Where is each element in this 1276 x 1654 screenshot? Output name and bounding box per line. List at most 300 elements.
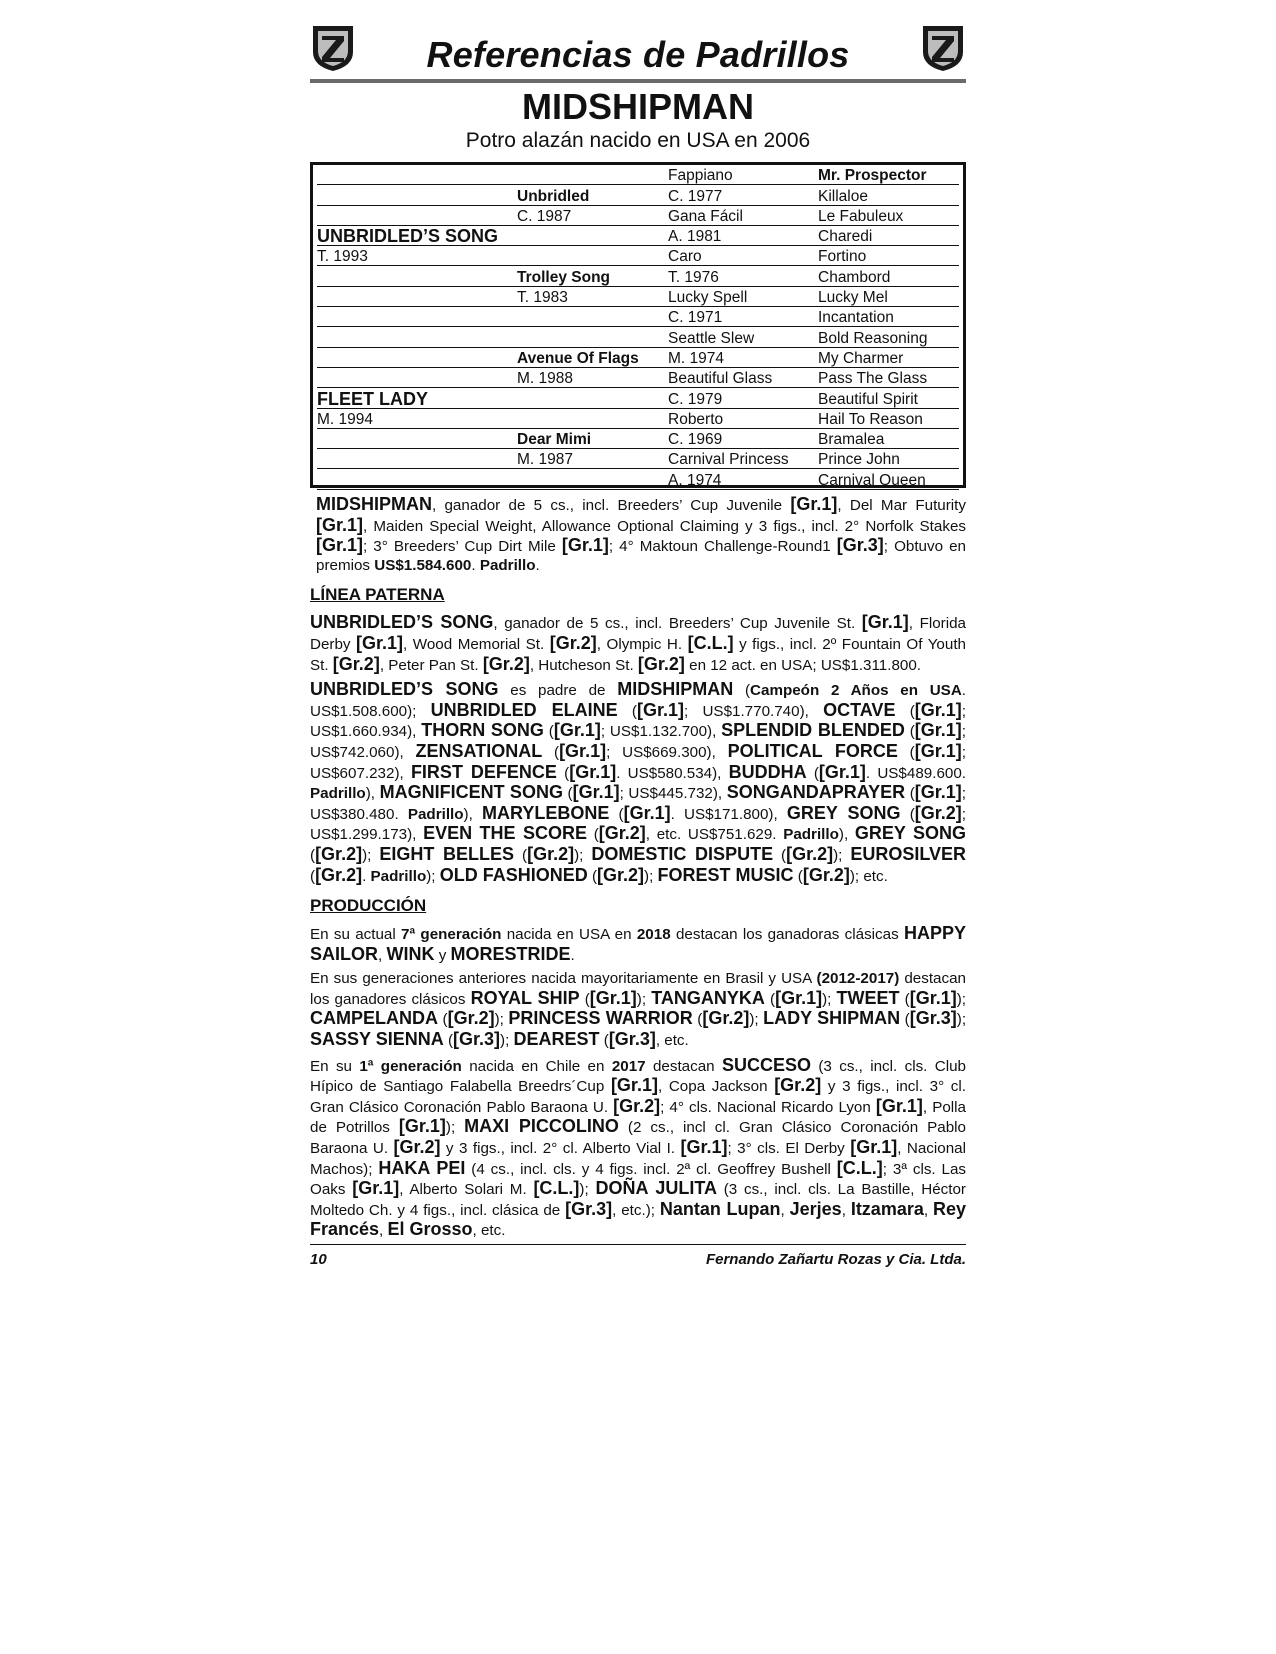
highlight-text: [Gr.2] xyxy=(637,653,685,674)
body-text: ; US$669.300), xyxy=(606,743,728,761)
body-text: . US$580.534), xyxy=(616,764,729,782)
highlight-text: [Gr.1] xyxy=(680,1137,728,1158)
grade: [Gr.1] xyxy=(790,494,838,514)
body-text: ); xyxy=(579,1181,596,1199)
pedigree-cell xyxy=(317,347,517,367)
highlight-text: TWEET xyxy=(836,987,900,1008)
pedigree-row xyxy=(317,165,959,185)
pedigree-cell: C. 1977 xyxy=(668,185,818,205)
highlight-text: [C.L.] xyxy=(687,632,734,653)
body-text: ( xyxy=(556,764,570,782)
body-text: ); xyxy=(500,1032,514,1050)
highlight-text: SASSY SIENNA xyxy=(310,1029,444,1050)
highlight-text: Rey Francés xyxy=(310,1198,966,1240)
pedigree-row xyxy=(317,286,959,306)
pedigree-row xyxy=(317,408,959,428)
highlight-text: UNBRIDLED’S SONG xyxy=(310,679,499,700)
highlight-text: UNBRIDLED ELAINE xyxy=(430,699,618,720)
highlight-text: Itzamara xyxy=(850,1198,924,1219)
body-text: nacida en USA en xyxy=(501,926,637,944)
body-text: destacan los ganadoras clásicas xyxy=(670,926,904,944)
highlight-text: ZENSATIONAL xyxy=(415,740,543,761)
highlight-text: [Gr.1] xyxy=(636,699,684,720)
body-text: ); xyxy=(956,1011,967,1029)
highlight-text: [Gr.1] xyxy=(914,720,962,741)
body-text: ( xyxy=(310,846,316,864)
body-text: ); xyxy=(362,846,380,864)
body-text: , Peter Pan St. xyxy=(379,656,483,674)
pedigree-cell: Hail To Reason xyxy=(818,408,959,428)
highlight-text: El Grosso xyxy=(387,1219,473,1240)
body-text: ( xyxy=(793,867,803,885)
section-heading-linea: LÍNEA PATERNA xyxy=(310,585,445,605)
pedigree-cell: Charedi xyxy=(818,225,959,245)
pedigree-row xyxy=(317,469,959,489)
body-text: ( xyxy=(733,682,751,700)
highlight-text: [Gr.3] xyxy=(453,1029,501,1050)
summary-text: , Maiden Special Weight, Allowance Optional Claiming y 3 figs., incl. 2° Norfolk Stakes xyxy=(363,517,966,535)
highlight-text: [Gr.1] xyxy=(861,612,909,633)
body-text: ( xyxy=(587,826,599,844)
pedigree-cell: Killaloe xyxy=(818,185,959,205)
highlight-text: [C.L.] xyxy=(533,1178,580,1199)
pedigree-cell xyxy=(317,185,517,205)
page-footer xyxy=(310,1244,966,1268)
pedigree-cell: Unbridled xyxy=(517,185,668,205)
highlight-text: [Gr.3] xyxy=(608,1029,656,1050)
earnings: US$1.584.600 xyxy=(374,556,472,574)
body-text: , Hutcheson St. xyxy=(529,656,638,674)
pedigree-row xyxy=(317,367,959,387)
grade: [Gr.1] xyxy=(316,535,364,556)
pedigree-cell: Carnival Queen xyxy=(818,469,959,489)
pedigree-cell: C. 1969 xyxy=(668,428,818,448)
pedigree-cell xyxy=(317,307,517,327)
highlight-text: MORESTRIDE xyxy=(450,943,571,964)
body-text: ( xyxy=(438,1011,448,1029)
body-text: ( xyxy=(617,702,637,720)
pedigree-cell: Lucky Mel xyxy=(818,286,959,306)
pedigree-cell: A. 1981 xyxy=(668,225,818,245)
produccion-paragraph-3 xyxy=(310,1056,966,1241)
body-text: , ganador de 5 cs., incl. Breeders’ Cup Juvenile St. xyxy=(493,615,862,633)
body-text: . xyxy=(570,946,575,964)
highlight-text: [Gr.1] xyxy=(572,782,620,803)
horse-name: MIDSHIPMAN xyxy=(522,86,754,127)
body-text: (4 cs., incl. cls. y 4 figs. incl. 2ª cl. Geoffrey Bushell xyxy=(465,1160,837,1178)
highlight-text: SONGANDAPRAYER xyxy=(726,782,906,803)
highlight-text: PRINCESS WARRIOR xyxy=(508,1008,693,1029)
highlight-text: [Gr.2] xyxy=(447,1008,495,1029)
body-text: , xyxy=(378,946,387,964)
body-text: ; US$742.060), xyxy=(310,723,966,761)
pedigree-row xyxy=(317,205,959,225)
page-header xyxy=(310,22,966,84)
body-text: ( xyxy=(904,723,915,741)
pedigree-cell: Incantation xyxy=(818,307,959,327)
highlight-text: CAMPELANDA xyxy=(310,1008,438,1029)
highlight-text: SPLENDID BLENDED xyxy=(721,720,905,741)
grade: [Gr.3] xyxy=(836,535,884,556)
summary-paragraph xyxy=(310,495,966,575)
body-text: ( xyxy=(806,764,819,782)
pedigree-cell: A. 1974 xyxy=(668,469,818,489)
highlight-text: Nantan Lupan xyxy=(659,1198,781,1219)
highlight-text: UNBRIDLED’S SONG xyxy=(310,612,494,633)
pedigree-cell: C. 1971 xyxy=(668,307,818,327)
body-text: ( xyxy=(310,867,316,885)
body-text: , Copa Jackson xyxy=(657,1078,775,1096)
pedigree-cell: Bramalea xyxy=(818,428,959,448)
body-text: nacida en Chile en xyxy=(461,1057,612,1075)
body-text: , Wood Memorial St. xyxy=(403,635,550,653)
body-text: ( xyxy=(692,1011,703,1029)
body-text: ; 4° cls. Nacional Ricardo Lyon xyxy=(660,1098,876,1116)
pedigree-cell xyxy=(317,367,517,387)
highlight-text: FIRST DEFENCE xyxy=(410,761,557,782)
summary-text: , Del Mar Futurity xyxy=(837,497,966,514)
highlight-text: [Gr.2] xyxy=(315,864,363,885)
body-text: y xyxy=(434,946,451,964)
pedigree-cell: Prince John xyxy=(818,449,959,469)
pedigree-row xyxy=(317,388,959,408)
pedigree-cell: M. 1974 xyxy=(668,347,818,367)
body-text: , Nacional Machos); xyxy=(310,1140,966,1178)
pedigree-cell xyxy=(317,266,517,286)
body-text: ( xyxy=(543,723,554,741)
summary-text: ; 4° Maktoun Challenge-Round1 xyxy=(608,538,837,556)
body-text: ( xyxy=(900,1011,910,1029)
highlight-text: DOÑA JULITA xyxy=(595,1178,717,1199)
highlight-text: [Gr.2] xyxy=(613,1095,661,1116)
company-name: Fernando Zañartu Rozas y Cia. Ltda. xyxy=(705,1251,966,1268)
highlight-text: [Gr.2] xyxy=(597,864,645,885)
body-text: ( xyxy=(900,805,915,823)
highlight-text: THORN SONG xyxy=(421,720,544,741)
highlight-text: [Gr.2] xyxy=(393,1137,441,1158)
highlight-text: GREY SONG xyxy=(854,823,967,844)
body-text: ; US$1.299.173), xyxy=(310,805,967,844)
body-text: . US$1.508.600); xyxy=(310,682,967,720)
body-text: ), xyxy=(463,805,482,823)
body-text: ; US$607.232), xyxy=(310,743,966,782)
pedigree-cell: Le Fabuleux xyxy=(818,205,959,225)
highlight-text: [Gr.2] xyxy=(774,1075,822,1096)
pedigree-cell xyxy=(317,428,517,448)
highlight-text: MAGNIFICENT SONG xyxy=(379,782,563,803)
pedigree-row xyxy=(317,225,959,245)
highlight-text: [Gr.2] xyxy=(786,843,834,864)
linea-paragraph-1 xyxy=(310,613,966,675)
highlight-text: EIGHT BELLES xyxy=(379,843,515,864)
pedigree-cell xyxy=(317,469,517,489)
body-text: ( xyxy=(443,1032,453,1050)
highlight-text: MIDSHIPMAN xyxy=(617,679,734,700)
pedigree-box xyxy=(310,162,966,488)
pedigree-cell xyxy=(517,165,668,185)
highlight-text: EUROSILVER xyxy=(850,843,967,864)
body-text: ( xyxy=(897,743,915,761)
grade: [Gr.1] xyxy=(316,514,364,535)
highlight-text: [Gr.1] xyxy=(914,782,962,803)
highlight-text: Campeón 2 Años en USA xyxy=(750,682,962,700)
body-text: ; US$1.660.934), xyxy=(310,702,967,741)
highlight-text: Padrillo xyxy=(783,826,839,844)
body-text: , etc. US$751.629. xyxy=(645,826,784,844)
pedigree-cell: C. 1987 xyxy=(517,205,668,225)
highlight-text: OLD FASHIONED xyxy=(439,864,588,885)
pedigree-cell: Avenue Of Flags xyxy=(517,347,668,367)
pedigree-row xyxy=(317,266,959,286)
body-text: ; US$1.132.700), xyxy=(600,723,722,741)
body-text: ( xyxy=(773,846,787,864)
highlight-text: [Gr.1] xyxy=(623,802,671,823)
horse-subtitle: Potro alazán nacido en USA en 2006 xyxy=(465,129,811,152)
body-text: . US$489.600. xyxy=(865,764,966,782)
pedigree-cell: M. 1988 xyxy=(517,367,668,387)
pedigree-cell xyxy=(517,408,668,428)
pedigree-cell: C. 1979 xyxy=(668,388,818,408)
body-text: ); xyxy=(644,867,658,885)
summary-horse: MIDSHIPMAN xyxy=(316,494,432,514)
pedigree-cell: Fortino xyxy=(818,246,959,266)
body-text: ); xyxy=(445,1119,465,1137)
body-text: ( xyxy=(764,990,776,1008)
pedigree-cell xyxy=(517,225,668,245)
summary-text: , ganador de 5 cs., incl. Breeders’ Cup Juvenile xyxy=(432,497,791,514)
header-rule xyxy=(310,79,966,83)
highlight-text: [Gr.1] xyxy=(589,987,637,1008)
body-text: , etc. xyxy=(655,1032,689,1050)
highlight-text: 7ª generación xyxy=(401,926,502,944)
body-text: , xyxy=(780,1201,790,1219)
highlight-text: SUCCESO xyxy=(721,1054,811,1075)
highlight-text: [Gr.1] xyxy=(775,987,823,1008)
pedigree-cell xyxy=(317,165,517,185)
pedigree-cell: Trolley Song xyxy=(517,266,668,286)
highlight-text: [Gr.1] xyxy=(818,761,866,782)
pedigree-cell: Bold Reasoning xyxy=(818,327,959,347)
highlight-text: [Gr.1] xyxy=(356,632,404,653)
pedigree-cell xyxy=(517,307,668,327)
highlight-text: WINK xyxy=(386,943,435,964)
highlight-text: DEAREST xyxy=(513,1029,600,1050)
highlight-text: ROYAL SHIP xyxy=(470,987,580,1008)
body-text: ( xyxy=(599,1032,609,1050)
highlight-text: [C.L.] xyxy=(836,1157,883,1178)
page xyxy=(310,22,966,1241)
highlight-text: [Gr.1] xyxy=(914,699,962,720)
body-text: ); etc. xyxy=(849,867,888,885)
body-text: ( xyxy=(895,702,915,720)
section-heading-produccion: PRODUCCIÓN xyxy=(310,896,427,916)
body-text: ), xyxy=(838,826,855,844)
body-text: es padre de xyxy=(498,682,618,700)
highlight-text: HAKA PEI xyxy=(378,1157,466,1178)
shield-logo-icon xyxy=(920,22,966,72)
highlight-text: [Gr.1] xyxy=(909,987,957,1008)
body-text: ; 3ª cls. Las Oaks xyxy=(310,1160,967,1199)
body-text: ); xyxy=(494,1011,509,1029)
pedigree-cell xyxy=(317,449,517,469)
body-text: (3 cs., incl. cls. Club Hípico de Santiago Falabella Breedrs´Cup xyxy=(310,1057,966,1096)
body-text: , xyxy=(923,1201,933,1219)
pedigree-row xyxy=(317,185,959,205)
pedigree-row xyxy=(317,307,959,327)
body-text: , Olympic H. xyxy=(596,635,688,653)
highlight-text: OCTAVE xyxy=(823,699,896,720)
highlight-text: MAXI PICCOLINO xyxy=(464,1116,619,1137)
highlight-text: [Gr.1] xyxy=(553,720,601,741)
body-text: ( xyxy=(609,805,624,823)
body-text: , etc. xyxy=(472,1222,506,1240)
pedigree-cell: Pass The Glass xyxy=(818,367,959,387)
pedigree-cell: Dear Mimi xyxy=(517,428,668,448)
summary-text: ; 3° Breeders’ Cup Dirt Mile xyxy=(363,538,562,556)
pedigree-row xyxy=(317,246,959,266)
summary-text: ; Obtuvo en premios xyxy=(316,538,966,574)
body-text: . US$171.800), xyxy=(670,805,787,823)
highlight-text: [Gr.1] xyxy=(398,1116,446,1137)
pedigree-row xyxy=(317,449,959,469)
body-text: ); xyxy=(956,990,967,1008)
highlight-text: [Gr.3] xyxy=(909,1008,957,1029)
highlight-text: [Gr.2] xyxy=(549,632,597,653)
highlight-text: LADY SHIPMAN xyxy=(763,1008,901,1029)
highlight-text: TANGANYKA xyxy=(651,987,765,1008)
highlight-text: Jerjes xyxy=(789,1198,842,1219)
highlight-text: Padrillo xyxy=(407,805,464,823)
highlight-text: [Gr.2] xyxy=(482,653,530,674)
pedigree-cell: Caro xyxy=(668,246,818,266)
pedigree-table xyxy=(317,165,959,490)
body-text: En su xyxy=(310,1057,360,1075)
highlight-text: [Gr.2] xyxy=(598,823,646,844)
produccion-paragraph-1 xyxy=(310,924,966,965)
header-title: Referencias de Padrillos xyxy=(426,34,850,75)
pedigree-row xyxy=(317,347,959,367)
pedigree-cell: Beautiful Glass xyxy=(668,367,818,387)
body-text: En sus generaciones anteriores nacida mayoritariamente en Brasil y USA xyxy=(310,970,817,988)
highlight-text: [Gr.1] xyxy=(352,1178,400,1199)
body-text: ( xyxy=(587,867,598,885)
highlight-text: MARYLEBONE xyxy=(482,802,610,823)
body-text: ; US$1.770.740), xyxy=(684,702,824,720)
body-text: ( xyxy=(899,990,910,1008)
pedigree-cell: M. 1987 xyxy=(517,449,668,469)
body-text: ( xyxy=(579,990,590,1008)
highlight-text: HAPPY SAILOR xyxy=(310,923,967,964)
produccion-paragraph-2 xyxy=(310,970,966,1050)
pedigree-cell xyxy=(517,388,668,408)
body-text: , etc.); xyxy=(612,1201,660,1219)
page-number: 10 xyxy=(310,1251,327,1268)
summary-text: . xyxy=(471,556,480,574)
highlight-text: [Gr.1] xyxy=(610,1075,658,1096)
body-text: (3 cs., incl. cls. La Bastille, Héctor Moltedo Ch. y 4 figs., incl. clásica de xyxy=(310,1181,966,1219)
body-text: ); xyxy=(822,990,837,1008)
highlight-text: [Gr.2] xyxy=(527,843,575,864)
pedigree-cell: T. 1976 xyxy=(668,266,818,286)
highlight-text: [Gr.3] xyxy=(565,1198,613,1219)
highlight-text: DOMESTIC DISPUTE xyxy=(591,843,774,864)
pedigree-row xyxy=(317,327,959,347)
highlight-text: BUDDHA xyxy=(728,761,807,782)
linea-paragraph-2 xyxy=(310,680,966,886)
pedigree-cell: Carnival Princess xyxy=(668,449,818,469)
grade: [Gr.1] xyxy=(561,535,609,556)
pedigree-cell: Seattle Slew xyxy=(668,327,818,347)
status-label: Padrillo xyxy=(479,556,536,574)
pedigree-cell: FLEET LADY xyxy=(317,388,517,408)
highlight-text: [Gr.2] xyxy=(315,843,363,864)
summary-text: . xyxy=(535,556,540,574)
highlight-text: [Gr.1] xyxy=(914,740,962,761)
body-text: ; US$445.732), xyxy=(619,785,727,803)
body-text: , Alberto Solari M. xyxy=(399,1181,534,1199)
pedigree-cell: Mr. Prospector xyxy=(818,165,959,185)
pedigree-cell: M. 1994 xyxy=(317,408,517,428)
body-text: ), xyxy=(365,785,380,803)
highlight-text: POLITICAL FORCE xyxy=(727,740,898,761)
body-text: y 3 figs., incl. 2° cl. Alberto Vial I. xyxy=(440,1140,681,1158)
highlight-text: [Gr.1] xyxy=(559,740,607,761)
highlight-text: 1ª generación xyxy=(359,1057,462,1075)
body-text: (2 cs., incl cl. Gran Clásico Coronación Pablo Baraona U. xyxy=(310,1119,966,1158)
highlight-text: Padrillo xyxy=(370,867,427,885)
highlight-text: [Gr.1] xyxy=(850,1137,898,1158)
pedigree-cell: Roberto xyxy=(668,408,818,428)
body-text: , Polla de Potrillos xyxy=(310,1098,966,1137)
highlight-text: [Gr.2] xyxy=(702,1008,750,1029)
highlight-text: [Gr.2] xyxy=(802,864,850,885)
highlight-text: [Gr.1] xyxy=(875,1095,923,1116)
body-text: y 3 figs., incl. 3° cl. Gran Clásico Coronación Pablo Baraona U. xyxy=(310,1078,966,1116)
highlight-text: [Gr.1] xyxy=(569,761,617,782)
body-text: ( xyxy=(542,743,560,761)
highlight-text: EVEN THE SCORE xyxy=(423,823,588,844)
body-text: destacan xyxy=(645,1057,722,1075)
body-text: , xyxy=(379,1222,388,1240)
body-text: ( xyxy=(905,785,915,803)
body-text: y figs., incl. 2º Fountain Of Youth St. xyxy=(310,635,966,674)
pedigree-cell: My Charmer xyxy=(818,347,959,367)
pedigree-row xyxy=(317,428,959,448)
highlight-text: (2012-2017) xyxy=(816,970,900,988)
pedigree-cell: Beautiful Spirit xyxy=(818,388,959,408)
highlight-text: [Gr.2] xyxy=(914,802,962,823)
body-text: ); xyxy=(749,1011,764,1029)
pedigree-cell xyxy=(517,246,668,266)
body-text: ( xyxy=(514,846,528,864)
highlight-text: Padrillo xyxy=(310,785,366,803)
highlight-text: 2018 xyxy=(636,926,671,944)
body-text: destacan los ganadores clásicos xyxy=(310,970,966,1008)
pedigree-cell xyxy=(317,327,517,347)
body-text: ); xyxy=(833,846,851,864)
body-text: ( xyxy=(562,785,573,803)
pedigree-cell: T. 1993 xyxy=(317,246,517,266)
highlight-text: [Gr.2] xyxy=(332,653,380,674)
body-text: ; 3° cls. El Derby xyxy=(727,1140,851,1158)
body-text: ); xyxy=(426,867,440,885)
pedigree-cell xyxy=(317,286,517,306)
body-text: , xyxy=(841,1201,851,1219)
pedigree-cell: Lucky Spell xyxy=(668,286,818,306)
body-text: En su actual xyxy=(310,926,402,944)
pedigree-cell: Chambord xyxy=(818,266,959,286)
pedigree-cell xyxy=(517,327,668,347)
